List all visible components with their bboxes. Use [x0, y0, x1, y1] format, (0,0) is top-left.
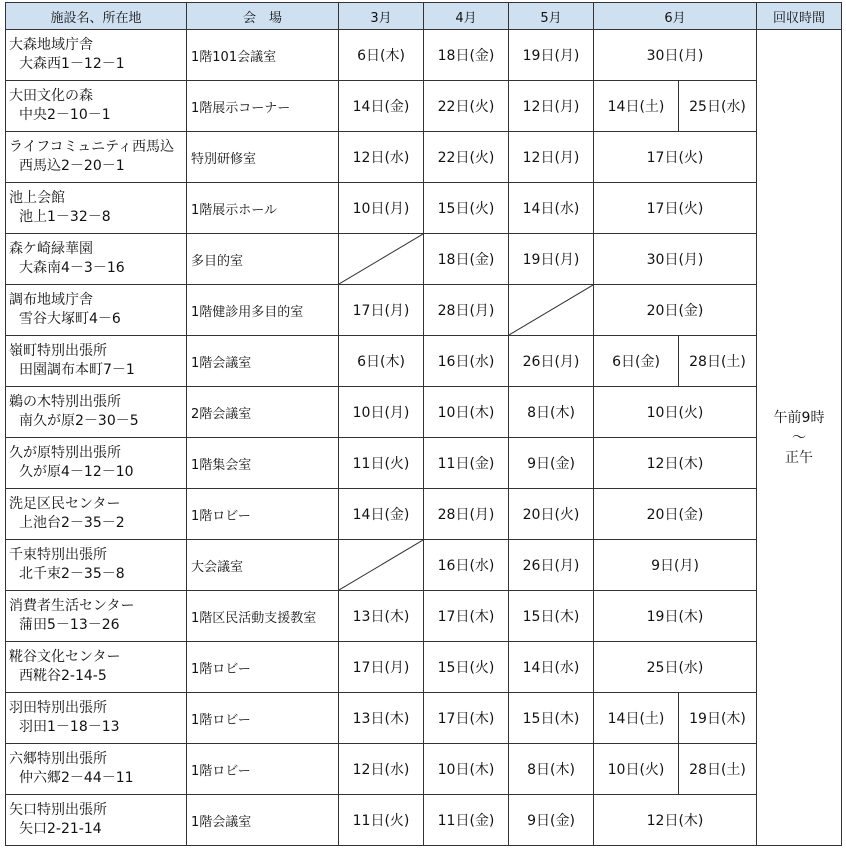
- facility-address: 池上1－32－8: [19, 209, 111, 225]
- table-row: [6, 30, 842, 81]
- table-row: [6, 387, 842, 438]
- date-cell-mar: 6日(木): [339, 30, 424, 81]
- date-cell-apr: 28日(月): [424, 285, 509, 336]
- date-cell-apr: 22日(火): [424, 81, 509, 132]
- facility-address: 蒲田5－13－26: [19, 617, 120, 633]
- facility-name: 羽田特別出張所: [9, 700, 107, 716]
- date-cell-jun: 30日(月): [594, 30, 757, 81]
- date-cell-may: 26日(月): [509, 336, 594, 387]
- venue-cell: 1階会議室: [187, 336, 339, 387]
- date-cell-mar: 10日(月): [339, 183, 424, 234]
- venue-cell: 1階展示ホール: [187, 183, 339, 234]
- date-cell-apr: 18日(金): [424, 30, 509, 81]
- venue-cell: 1階ロビー: [187, 744, 339, 795]
- facility-cell: [6, 183, 187, 234]
- venue-cell: 1階展示コーナー: [187, 81, 339, 132]
- facility-name: 糀谷文化センター: [9, 649, 121, 665]
- collection-schedule-table: [5, 2, 842, 846]
- facility-address: 北千束2－35－8: [19, 566, 125, 582]
- facility-name: 千束特別出張所: [9, 547, 107, 563]
- facility-name: 消費者生活センター: [9, 598, 135, 614]
- facility-address: 西馬込2－20－1: [19, 158, 125, 174]
- venue-cell: 1階区民活動支援教室: [187, 591, 339, 642]
- facility-address: 上池台2－35－2: [19, 515, 125, 531]
- header-row: [6, 3, 842, 30]
- facility-name: 森ケ崎緑華園: [9, 241, 93, 257]
- venue-cell: 1階健診用多目的室: [187, 285, 339, 336]
- facility-cell: [6, 489, 187, 540]
- facility-cell: [6, 744, 187, 795]
- facility-cell: [6, 642, 187, 693]
- facility-cell: [6, 795, 187, 846]
- date-cell-apr: 17日(木): [424, 693, 509, 744]
- date-cell-apr: 16日(水): [424, 540, 509, 591]
- date-cell-jun: 20日(金): [594, 285, 757, 336]
- venue-cell: 1階集会室: [187, 438, 339, 489]
- date-cell-jun: 12日(木): [594, 438, 757, 489]
- date-cell-jun-2: 28日(土): [679, 336, 757, 387]
- facility-cell: [6, 234, 187, 285]
- venue-cell: 大会議室: [187, 540, 339, 591]
- venue-cell: 特別研修室: [187, 132, 339, 183]
- facility-address: 仲六郷2－44－11: [19, 770, 134, 786]
- date-cell-mar: 17日(月): [339, 285, 424, 336]
- facility-address: 大森西1－12－1: [19, 56, 125, 72]
- facility-cell: [6, 438, 187, 489]
- table-row: [6, 336, 842, 387]
- date-cell-may: 9日(金): [509, 795, 594, 846]
- date-cell-mar: 6日(木): [339, 336, 424, 387]
- facility-cell: [6, 285, 187, 336]
- facility-name: 調布地域庁舎: [9, 292, 93, 308]
- collection-time-line: ～: [792, 429, 806, 446]
- date-cell-apr: 10日(木): [424, 744, 509, 795]
- facility-name: 嶺町特別出張所: [9, 343, 107, 359]
- date-cell-may: 14日(水): [509, 642, 594, 693]
- date-cell-jun-1: 14日(土): [594, 693, 679, 744]
- table-row: [6, 642, 842, 693]
- diagonal-slash: [339, 540, 423, 590]
- date-cell-may: 8日(木): [509, 744, 594, 795]
- table-row: [6, 132, 842, 183]
- header-april: 4月: [424, 3, 509, 30]
- facility-address: 中央2－10－1: [19, 107, 111, 123]
- table-row: [6, 285, 842, 336]
- date-cell-may: 19日(月): [509, 30, 594, 81]
- facility-address: 羽田1－18－13: [19, 719, 120, 735]
- facility-address: 大森南4－3－16: [19, 260, 125, 276]
- date-cell-jun: 12日(木): [594, 795, 757, 846]
- date-cell-mar: 12日(水): [339, 744, 424, 795]
- table-row: [6, 183, 842, 234]
- facility-name: 池上会館: [9, 190, 65, 206]
- date-cell-may: 15日(木): [509, 591, 594, 642]
- table-row: [6, 234, 842, 285]
- table-row: [6, 591, 842, 642]
- table-row: [6, 744, 842, 795]
- date-cell-may: 20日(火): [509, 489, 594, 540]
- date-cell-mar: 14日(金): [339, 489, 424, 540]
- date-cell-jun: 20日(金): [594, 489, 757, 540]
- date-cell-apr: 28日(月): [424, 489, 509, 540]
- facility-name: ライフコミュニティ西馬込: [9, 139, 175, 155]
- date-cell-may: 14日(水): [509, 183, 594, 234]
- date-cell-may: 12日(月): [509, 132, 594, 183]
- venue-cell: 1階会議室: [187, 795, 339, 846]
- header-may: 5月: [509, 3, 594, 30]
- facility-name: 六郷特別出張所: [9, 751, 107, 767]
- date-cell-mar: 17日(月): [339, 642, 424, 693]
- date-cell-mar: 10日(月): [339, 387, 424, 438]
- date-cell-jun-2: 28日(土): [679, 744, 757, 795]
- venue-cell: 多目的室: [187, 234, 339, 285]
- collection-time-cell: [757, 30, 842, 846]
- date-cell-apr: 10日(木): [424, 387, 509, 438]
- date-cell-apr: 18日(金): [424, 234, 509, 285]
- date-cell-may: 9日(金): [509, 438, 594, 489]
- table-row: [6, 438, 842, 489]
- no-collection-cell: [509, 285, 594, 336]
- table-row: [6, 795, 842, 846]
- collection-time-line: 正午: [785, 449, 813, 466]
- facility-name: 久が原特別出張所: [9, 445, 121, 461]
- facility-name: 大森地域庁舎: [9, 37, 93, 53]
- date-cell-apr: 22日(火): [424, 132, 509, 183]
- facility-address: 矢口2-21-14: [19, 821, 102, 837]
- schedule-body: [6, 30, 842, 846]
- facility-cell: [6, 336, 187, 387]
- facility-cell: [6, 387, 187, 438]
- date-cell-jun-2: 25日(水): [679, 81, 757, 132]
- facility-address: 雪谷大塚町4－6: [19, 311, 121, 327]
- table-row: [6, 540, 842, 591]
- table-row: [6, 693, 842, 744]
- facility-name: 矢口特別出張所: [9, 802, 107, 818]
- date-cell-jun: 17日(火): [594, 183, 757, 234]
- date-cell-may: 19日(月): [509, 234, 594, 285]
- date-cell-jun-1: 10日(火): [594, 744, 679, 795]
- header-venue: 会 場: [187, 3, 339, 30]
- venue-cell: 2階会議室: [187, 387, 339, 438]
- table-row: [6, 81, 842, 132]
- date-cell-jun: 17日(火): [594, 132, 757, 183]
- venue-cell: 1階101会議室: [187, 30, 339, 81]
- facility-address: 西糀谷2-14-5: [19, 668, 107, 684]
- date-cell-jun-1: 6日(金): [594, 336, 679, 387]
- header-june: 6月: [594, 3, 757, 30]
- no-collection-cell: [339, 540, 424, 591]
- venue-cell: 1階ロビー: [187, 693, 339, 744]
- table-row: [6, 489, 842, 540]
- facility-cell: [6, 540, 187, 591]
- facility-cell: [6, 132, 187, 183]
- date-cell-may: 12日(月): [509, 81, 594, 132]
- date-cell-mar: 13日(木): [339, 591, 424, 642]
- collection-time-line: 午前9時: [773, 409, 825, 426]
- date-cell-mar: 11日(火): [339, 795, 424, 846]
- header-march: 3月: [339, 3, 424, 30]
- date-cell-apr: 17日(木): [424, 591, 509, 642]
- venue-cell: 1階ロビー: [187, 642, 339, 693]
- date-cell-may: 26日(月): [509, 540, 594, 591]
- date-cell-jun: 30日(月): [594, 234, 757, 285]
- date-cell-mar: 14日(金): [339, 81, 424, 132]
- date-cell-apr: 15日(火): [424, 183, 509, 234]
- header-collection-time: 回収時間: [757, 3, 842, 30]
- facility-address: 久が原4－12－10: [19, 464, 134, 480]
- facility-name: 大田文化の森: [9, 88, 93, 104]
- facility-cell: [6, 591, 187, 642]
- date-cell-apr: 16日(水): [424, 336, 509, 387]
- date-cell-jun: 25日(水): [594, 642, 757, 693]
- diagonal-slash: [509, 285, 593, 335]
- venue-cell: 1階ロビー: [187, 489, 339, 540]
- date-cell-apr: 11日(金): [424, 795, 509, 846]
- date-cell-apr: 11日(金): [424, 438, 509, 489]
- diagonal-slash: [339, 234, 423, 284]
- date-cell-jun-2: 19日(木): [679, 693, 757, 744]
- header-facility: 施設名、所在地: [6, 3, 187, 30]
- date-cell-may: 8日(木): [509, 387, 594, 438]
- date-cell-apr: 15日(火): [424, 642, 509, 693]
- date-cell-mar: 12日(水): [339, 132, 424, 183]
- no-collection-cell: [339, 234, 424, 285]
- facility-name: 鵜の木特別出張所: [9, 394, 121, 410]
- facility-cell: [6, 693, 187, 744]
- date-cell-mar: 11日(火): [339, 438, 424, 489]
- date-cell-mar: 13日(木): [339, 693, 424, 744]
- facility-cell: [6, 81, 187, 132]
- date-cell-may: 15日(木): [509, 693, 594, 744]
- facility-name: 洗足区民センター: [9, 496, 121, 512]
- facility-address: 南久が原2－30－5: [19, 413, 139, 429]
- date-cell-jun: 9日(月): [594, 540, 757, 591]
- date-cell-jun: 19日(木): [594, 591, 757, 642]
- facility-address: 田園調布本町7－1: [19, 362, 135, 378]
- date-cell-jun-1: 14日(土): [594, 81, 679, 132]
- facility-cell: [6, 30, 187, 81]
- date-cell-jun: 10日(火): [594, 387, 757, 438]
